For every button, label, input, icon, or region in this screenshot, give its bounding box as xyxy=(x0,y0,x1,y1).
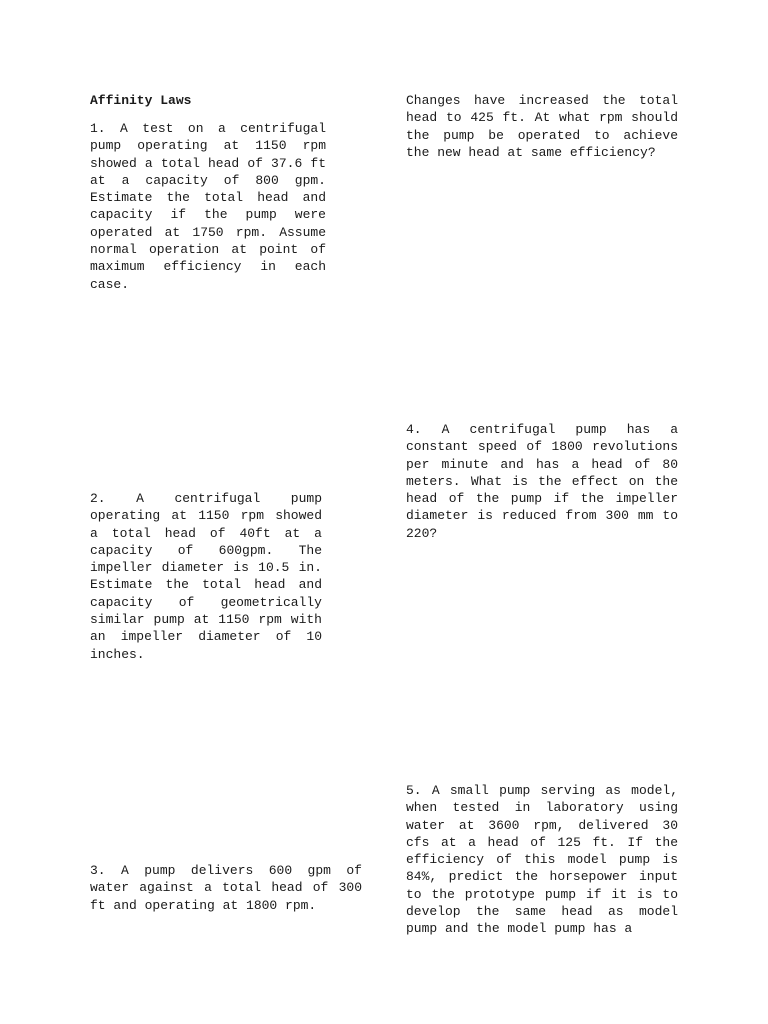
problem-1-text: 1. A test on a centrifugal pump operating at 1150 rpm showed a total head of 37.6 ft at a capacity of 800 gpm. Estimate the total head and capacity if the pump were operated at 1750 rpm. Assume normal operation at point of maximum efficiency in each case. xyxy=(90,121,326,292)
document-title: Affinity Laws xyxy=(90,93,192,108)
problem-1-continuation-text: Changes have increased the total head to 425 ft. At what rpm should the pump be operated to achieve the new head at same efficiency? xyxy=(406,93,678,160)
problem-5-text: 5. A small pump serving as model, when tested in laboratory using water at 3600 rpm, delivered 30 cfs at a head of 125 ft. If the efficiency of this model pump is 84%, predict the horsepower input to the prototype pump if it is to develop the same head as model pump and the model pump has a xyxy=(406,783,678,937)
problem-3-text: 3. A pump delivers 600 gpm of water against a total head of 300 ft and operating at 1800 rpm. xyxy=(90,863,362,913)
problem-2-text: 2. A centrifugal pump operating at 1150 rpm showed a total head of 40ft at a capacity of 600gpm. The impeller diameter is 10.5 in. Estimate the total head and capacity of geometrically similar pump at 1150 rpm with an impeller diameter of 10 inches. xyxy=(90,491,322,662)
problem-4-text: 4. A centrifugal pump has a constant speed of 1800 revolutions per minute and has a head of 80 meters. What is the effect on the head of the pump if the impeller diameter is reduced from 300 mm to 220? xyxy=(406,422,678,541)
